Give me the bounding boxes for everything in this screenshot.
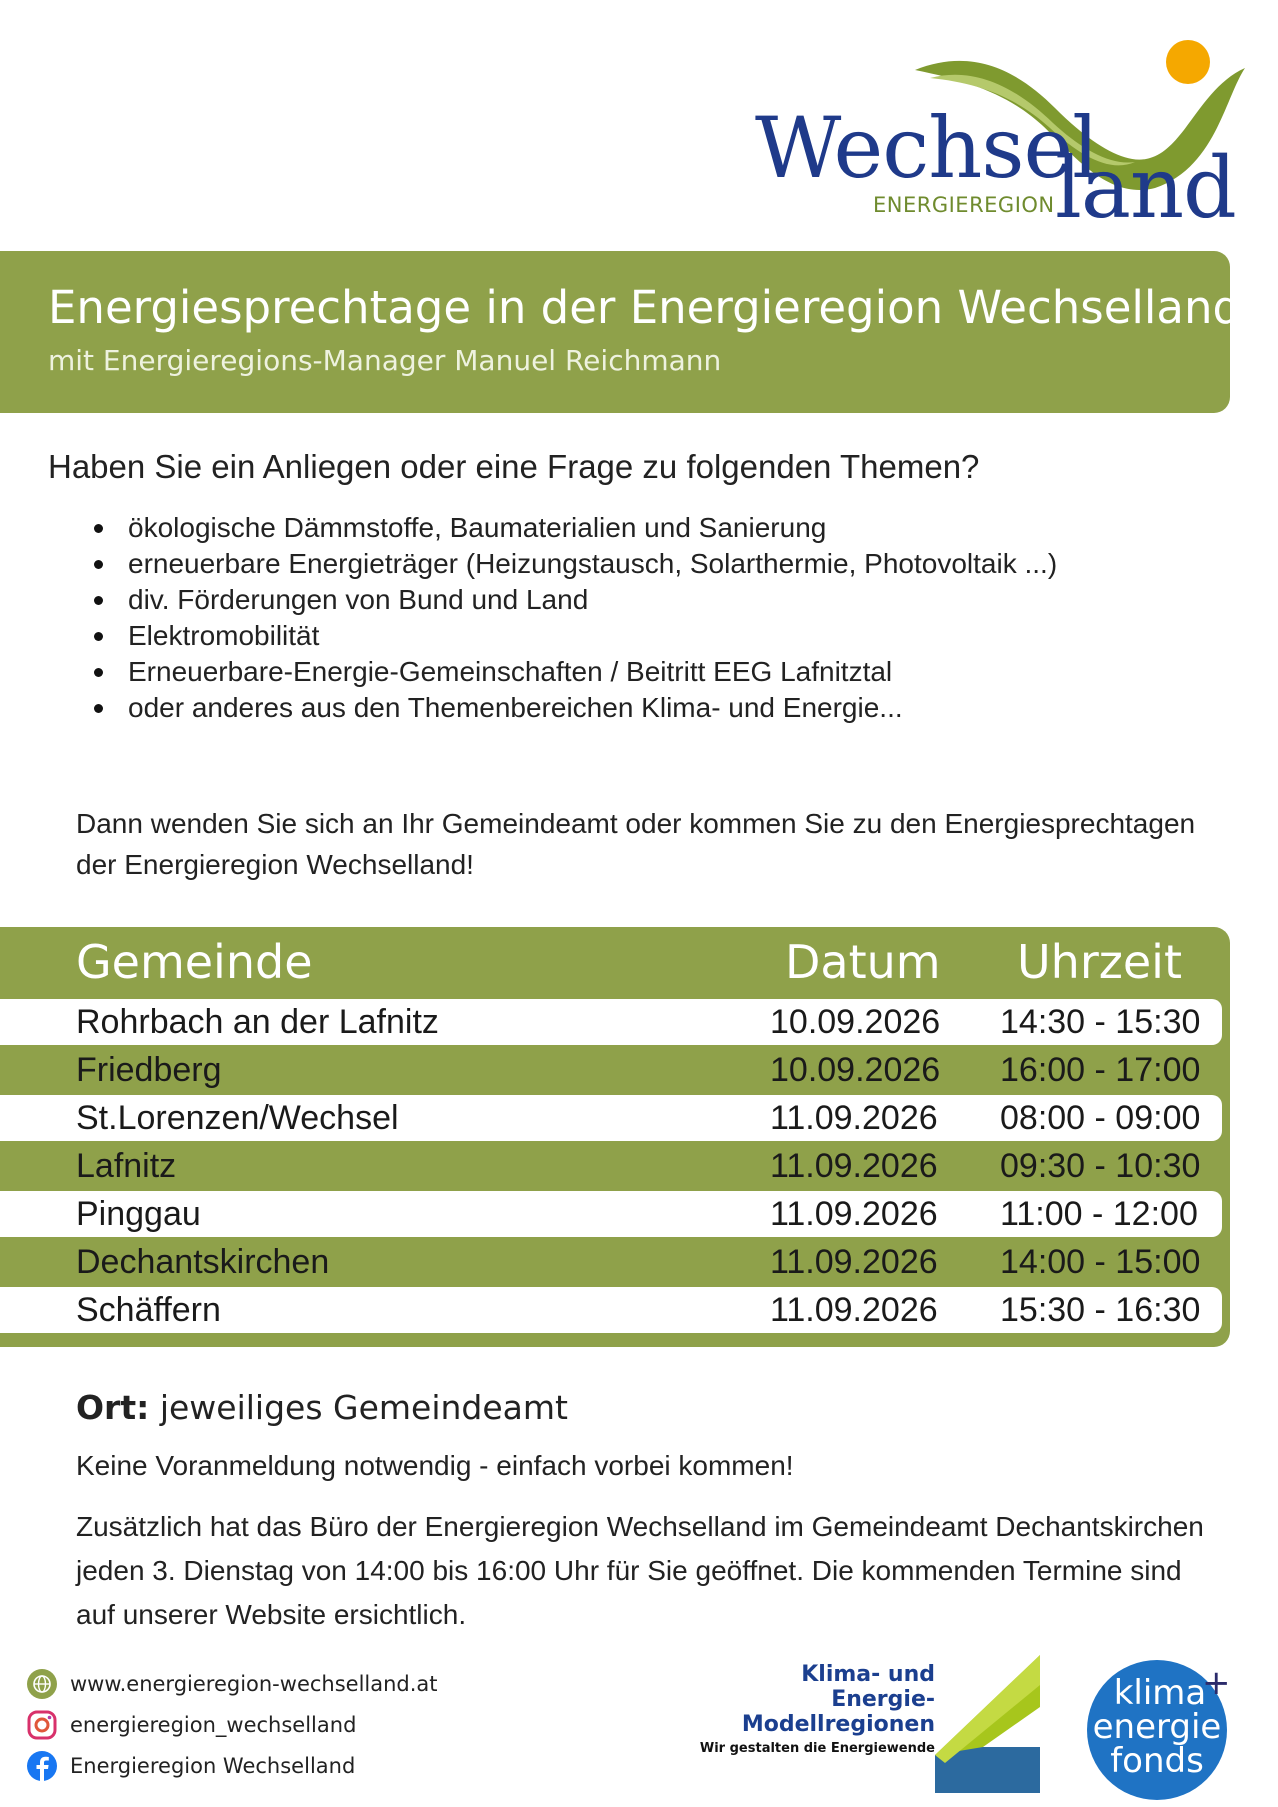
bullet-icon (94, 560, 103, 569)
logo-word-wechsel: Wechsel (755, 99, 1099, 197)
topic-item (90, 546, 1057, 582)
topic-item (90, 618, 1057, 654)
topic-text: ökologische Dämmstoffe, Baumaterialien und Sanierung (128, 512, 827, 543)
bullet-icon (94, 596, 103, 605)
globe-icon (26, 1668, 58, 1700)
website-link[interactable] (26, 1668, 438, 1700)
cell-gemeinde: Lafnitz (76, 1147, 177, 1185)
kem-logo-text (695, 1662, 935, 1756)
logo-word-land: land (1055, 139, 1236, 237)
topic-text: div. Förderungen von Bund und Land (128, 584, 589, 615)
cell-datum: 11.09.2026 (770, 1291, 938, 1329)
cell-gemeinde: Friedberg (76, 1051, 222, 1089)
cell-datum: 10.09.2026 (770, 1003, 941, 1041)
cell-gemeinde: Schäffern (76, 1291, 221, 1329)
cell-uhrzeit: 15:30 - 16:30 (1000, 1291, 1201, 1329)
topic-text: erneuerbare Energieträger (Heizungstausch, Solarthermie, Photovoltaik ...) (128, 548, 1058, 579)
topic-text: Elektromobilität (128, 620, 320, 651)
kem-title-line2: Modellregionen (741, 1712, 935, 1737)
cell-uhrzeit: 11:00 - 12:00 (1000, 1195, 1198, 1233)
kem-logo-mark (935, 1655, 1050, 1795)
cell-uhrzeit: 16:00 - 17:00 (1000, 1051, 1201, 1089)
topic-item (90, 690, 1057, 726)
header-banner (0, 251, 1242, 413)
table-row (0, 999, 1222, 1045)
topic-item (90, 582, 1057, 618)
cell-datum: 10.09.2026 (770, 1051, 941, 1089)
cell-gemeinde: St.Lorenzen/Wechsel (76, 1099, 399, 1137)
kef-word-fonds: fonds (1110, 1741, 1204, 1781)
wechselland-logo (755, 38, 1250, 237)
kem-title-line1: Klima- und Energie- (801, 1662, 935, 1712)
bullet-icon (94, 668, 103, 677)
table-row (0, 1239, 1222, 1285)
cell-uhrzeit: 14:30 - 15:30 (1000, 1003, 1201, 1041)
intro-question: Haben Sie ein Anliegen oder eine Frage zu folgenden Themen? (48, 448, 980, 485)
klima-energie-fonds-logo (1085, 1652, 1245, 1802)
table-row (0, 1191, 1222, 1237)
kef-word-energie: energie (1092, 1707, 1222, 1747)
table-row (0, 1095, 1222, 1141)
website-label: www.energieregion-wechselland.at (70, 1672, 438, 1696)
cell-datum: 11.09.2026 (770, 1195, 938, 1233)
cell-uhrzeit: 09:30 - 10:30 (1000, 1147, 1201, 1185)
instagram-link[interactable] (26, 1709, 356, 1741)
kef-plus: + (1202, 1663, 1231, 1703)
facebook-icon (26, 1750, 58, 1782)
facebook-label: Energieregion Wechselland (70, 1754, 356, 1778)
cell-gemeinde: Dechantskirchen (76, 1243, 330, 1281)
contact-paragraph: Dann wenden Sie sich an Ihr Gemeindeamt oder kommen Sie zu den Energiesprechtagen der Energieregion Wechselland! (76, 808, 1196, 880)
instagram-label: energieregion_wechselland (70, 1713, 357, 1737)
table-row (0, 1287, 1222, 1333)
location-value: jeweiliges Gemeindeamt (159, 1388, 568, 1427)
location-label: Ort: (76, 1388, 150, 1427)
topic-item (90, 510, 1057, 546)
page-subtitle: mit Energieregions-Manager Manuel Reichmann (48, 344, 722, 377)
schedule-table (0, 927, 1230, 1347)
topic-list (90, 510, 1057, 726)
topic-item (90, 654, 1057, 690)
bullet-icon (94, 704, 103, 713)
cell-datum: 11.09.2026 (770, 1243, 938, 1281)
bullet-icon (94, 524, 103, 533)
bullet-icon (94, 632, 103, 641)
column-header-gemeinde: Gemeinde (76, 935, 313, 989)
instagram-icon (26, 1709, 58, 1741)
cell-datum: 11.09.2026 (770, 1099, 938, 1137)
column-header-datum: Datum (785, 935, 941, 989)
column-header-uhrzeit: Uhrzeit (1017, 935, 1182, 989)
table-row (0, 1047, 1222, 1093)
kef-word-klima: klima (1113, 1673, 1207, 1713)
location-line (76, 1388, 568, 1427)
cell-uhrzeit: 14:00 - 15:00 (1000, 1243, 1201, 1281)
table-row (0, 1143, 1222, 1189)
logo-subtitle: ENERGIEREGION (873, 193, 1055, 217)
topic-text: oder anderes aus den Themenbereichen Klima- und Energie... (128, 692, 903, 723)
topic-text: Erneuerbare-Energie-Gemeinschaften / Beitritt EEG Lafnitztal (128, 656, 893, 687)
cell-uhrzeit: 08:00 - 09:00 (1000, 1099, 1201, 1137)
cell-gemeinde: Rohrbach an der Lafnitz (76, 1003, 439, 1041)
no-registration-note: Keine Voranmeldung notwendig - einfach vorbei kommen! (76, 1450, 794, 1481)
kem-tagline: Wir gestalten die Energiewende (699, 1741, 935, 1756)
cell-datum: 11.09.2026 (770, 1147, 938, 1185)
page-title: Energiesprechtage in der Energieregion Wechselland (48, 281, 1242, 334)
facebook-link[interactable] (26, 1750, 355, 1782)
office-hours-paragraph: Zusätzlich hat das Büro der Energieregion Wechselland im Gemeindeamt Dechantskirchen jeden 3. Dienstag von 14:00 bis 16:00 Uhr für Sie geöffnet. Die kommenden Termine sind auf unserer Website ersichtlich. (76, 1511, 1204, 1630)
cell-gemeinde: Pinggau (76, 1195, 201, 1233)
